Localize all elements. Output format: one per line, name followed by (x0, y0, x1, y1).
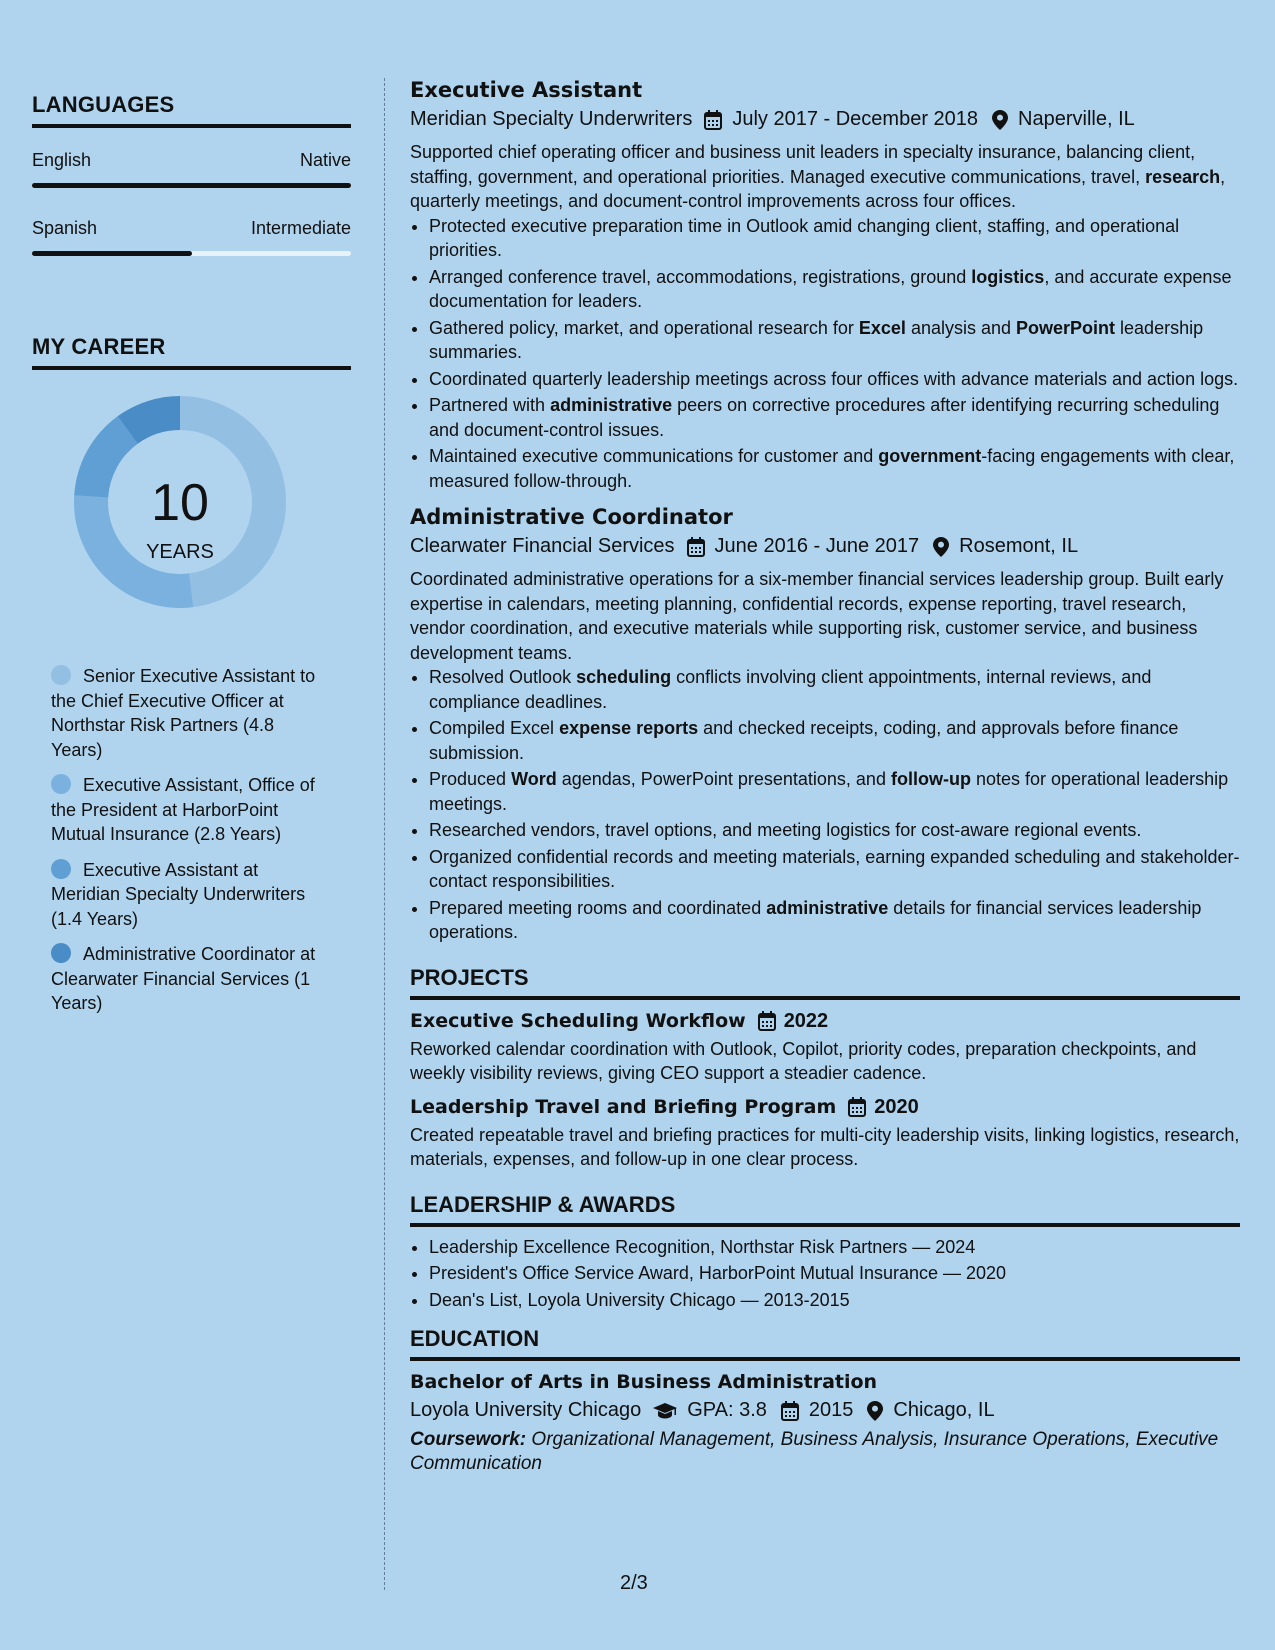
calendar-icon (848, 1097, 866, 1117)
language-name: English (32, 150, 92, 170)
job-dates: June 2016 - June 2017 (714, 535, 920, 557)
career-total-number: 10 (151, 474, 209, 532)
bullet-item: • Researched vendors, travel options, and meeting logistics for cost-aware regional events. (429, 818, 1240, 843)
legend-dot-icon (51, 665, 71, 685)
project-year: 2020 (874, 1095, 919, 1118)
career-legend-label: Executive Assistant at Meridian Specialty Underwriters (1.4 Years) (51, 859, 306, 929)
language-level: Intermediate (250, 218, 351, 238)
job-entry (410, 78, 1240, 493)
calendar-icon (704, 110, 722, 130)
bullet-item: • Organized confidential records and meeting materials, earning expanded scheduling and stakeholder-contact responsibilities. (429, 845, 1240, 894)
bullet-item: • Partnered with administrative peers on corrective procedures after identifying recurring scheduling and document-control issues. (429, 393, 1240, 442)
job-summary: Supported chief operating officer and business unit leaders in specialty insurance, balancing client, staffing, government, and operational priorities. Managed executive communications, travel, research, quarterly meetings, and document-control improvements across four offices. (410, 142, 1226, 211)
project-item (410, 1010, 1240, 1086)
coursework-list: Organizational Management, Business Analysis, Insurance Operations, Executive Communication (410, 1429, 1219, 1474)
project-item (410, 1096, 1240, 1172)
bullet-item: • Gathered policy, market, and operational research for Excel analysis and PowerPoint leadership summaries. (429, 316, 1240, 365)
legend-dot-icon (51, 943, 71, 963)
job-company: Meridian Specialty Underwriters (410, 108, 693, 130)
map-pin-icon (933, 537, 949, 557)
career-legend-label: Executive Assistant, Office of the President at HarborPoint Mutual Insurance (2.8 Years) (51, 775, 315, 844)
award-item: • President's Office Service Award, HarborPoint Mutual Insurance — 2020 (429, 1261, 1240, 1286)
bullet-item: • Prepared meeting rooms and coordinated administrative details for financial services leadership operations. (429, 896, 1240, 945)
projects-heading: PROJECTS (410, 965, 1240, 1000)
coursework-label: Coursework: (410, 1429, 527, 1450)
job-title: Executive Assistant (410, 78, 643, 102)
project-title: Leadership Travel and Briefing Program (410, 1096, 837, 1118)
career-legend-item (51, 942, 321, 1016)
language-name: Spanish (32, 218, 98, 238)
job-bullets (429, 214, 1240, 494)
career-legend (51, 664, 321, 1016)
job-location: Rosemont, IL (959, 535, 1079, 557)
gpa: GPA: 3.8 (687, 1399, 767, 1421)
degree-title: Bachelor of Arts in Business Administration (410, 1371, 878, 1393)
bullet-item: • Coordinated quarterly leadership meetings across four offices with advance materials and action logs. (429, 367, 1240, 392)
career-donut-chart (32, 390, 351, 650)
career-legend-item (51, 664, 321, 762)
page-number: 2/3 (620, 1572, 648, 1594)
awards-heading: LEADERSHIP & AWARDS (410, 1192, 1240, 1227)
bullet-item: • Produced Word agendas, PowerPoint presentations, and follow-up notes for operational leadership meetings. (429, 767, 1240, 816)
calendar-icon (781, 1401, 799, 1421)
job-summary: Coordinated administrative operations for a six-member financial services leadership group. Built early expertise in calendars, meeting planning, confidential records, expense reporting, travel research, vendor coordination, and executive materials while supporting risk, customer service, and business development teams. (410, 569, 1224, 663)
calendar-icon (687, 537, 705, 557)
award-item: • Dean's List, Loyola University Chicago — 2013-2015 (429, 1288, 1240, 1313)
award-item: • Leadership Excellence Recognition, Northstar Risk Partners — 2024 (429, 1235, 1240, 1260)
graduation-year: 2015 (808, 1399, 854, 1421)
career-legend-label: Administrative Coordinator at Clearwater Financial Services (1 Years) (51, 944, 316, 1013)
languages-heading: LANGUAGES (32, 92, 351, 128)
project-description: Created repeatable travel and briefing practices for multi-city leadership visits, linking logistics, research, materials, expenses, and follow-up in one clear process. (410, 1124, 1240, 1169)
project-title: Executive Scheduling Workflow (410, 1010, 746, 1032)
bullet-item: • Maintained executive communications for customer and government-facing engagements with clear, measured follow-through. (429, 444, 1240, 493)
career-legend-label: Senior Executive Assistant to the Chief Executive Officer at Northstar Risk Partners (4.8 Years) (51, 666, 316, 760)
school-name: Loyola University Chicago (410, 1399, 642, 1421)
language-item (32, 150, 351, 188)
bullet-item: • Protected executive preparation time in Outlook amid changing client, staffing, and operational priorities. (429, 214, 1240, 263)
bullet-item: • Resolved Outlook scheduling conflicts involving client appointments, internal reviews, and compliance deadlines. (429, 665, 1240, 714)
calendar-icon (758, 1011, 776, 1031)
career-legend-item (51, 858, 321, 932)
school-location: Chicago, IL (893, 1399, 995, 1421)
column-divider (384, 78, 385, 1590)
job-location: Naperville, IL (1018, 108, 1135, 130)
main-content (410, 78, 1240, 1476)
legend-dot-icon (51, 859, 71, 879)
language-proficiency-fill (32, 183, 351, 188)
graduation-cap-icon (653, 1402, 677, 1420)
education-meta (410, 1399, 1240, 1422)
bullet-item: • Compiled Excel expense reports and checked receipts, coding, and approvals before finance submission. (429, 716, 1240, 765)
legend-dot-icon (51, 774, 71, 794)
career-heading: MY CAREER (32, 334, 351, 370)
language-item (32, 218, 351, 256)
job-meta (410, 535, 1240, 558)
education-heading: EDUCATION (410, 1326, 1240, 1361)
bullet-item: • Arranged conference travel, accommodations, registrations, ground logistics, and accurate expense documentation for leaders. (429, 265, 1240, 314)
map-pin-icon (992, 110, 1008, 130)
language-proficiency-bar (32, 251, 351, 256)
job-title: Administrative Coordinator (410, 505, 733, 529)
job-meta (410, 108, 1240, 131)
job-dates: July 2017 - December 2018 (732, 108, 979, 130)
job-entry (410, 505, 1240, 945)
language-proficiency-bar (32, 183, 351, 188)
career-legend-item (51, 773, 321, 847)
sidebar (32, 92, 351, 1027)
language-proficiency-fill (32, 251, 192, 256)
job-bullets (429, 665, 1240, 945)
career-total-unit: YEARS (146, 541, 214, 563)
project-description: Reworked calendar coordination with Outlook, Copilot, priority codes, preparation checkpoints, and weekly visibility reviews, giving CEO support a steadier cadence. (410, 1038, 1197, 1083)
project-year: 2022 (783, 1009, 829, 1032)
language-level: Native (299, 150, 351, 170)
coursework (410, 1428, 1240, 1476)
map-pin-icon (867, 1401, 883, 1421)
awards-list (429, 1235, 1240, 1313)
job-company: Clearwater Financial Services (410, 535, 675, 557)
